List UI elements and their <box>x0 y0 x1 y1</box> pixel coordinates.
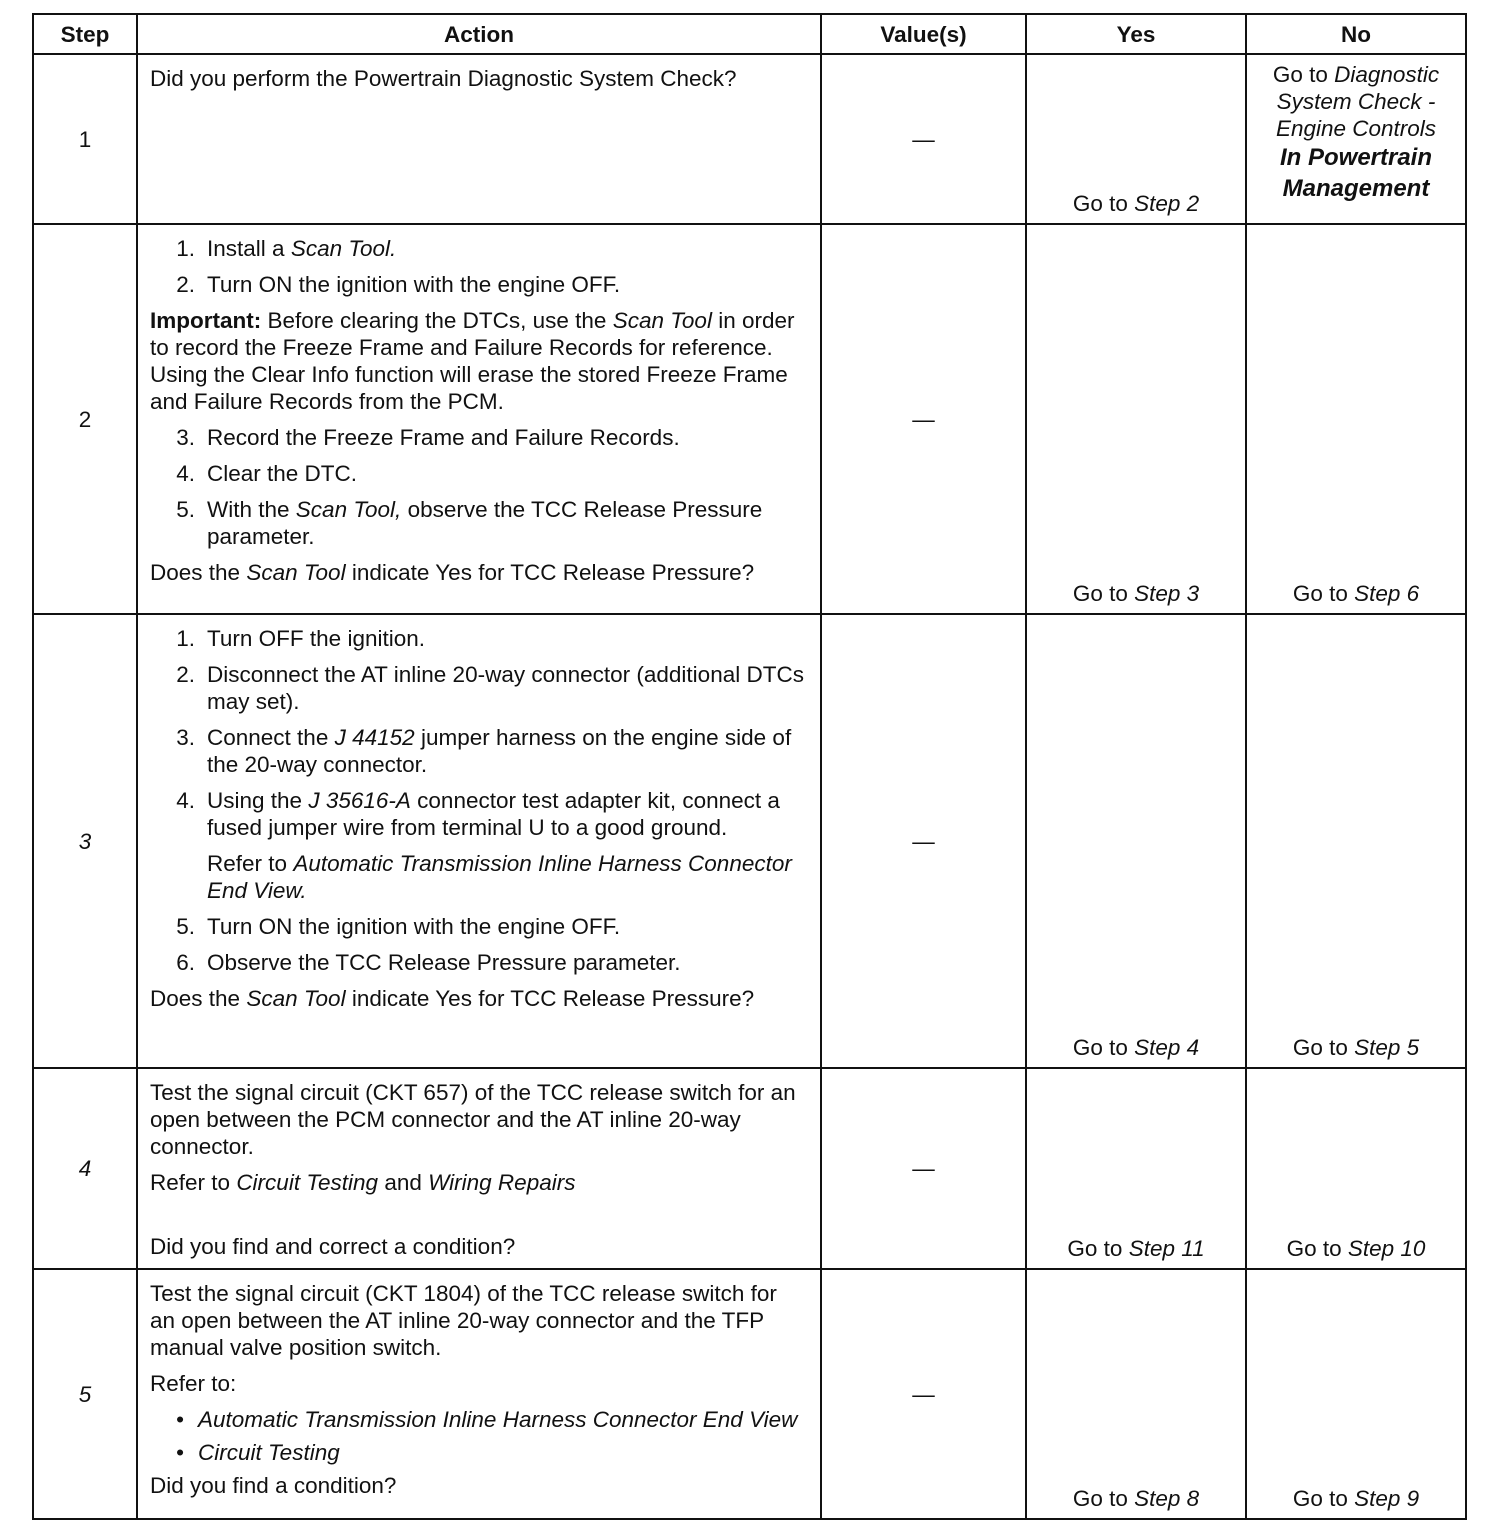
header-row <box>33 14 1466 54</box>
step-link[interactable]: Step 10 <box>1347 1236 1426 1261</box>
list-item: 4. Using the J 35616-A connector test adapter kit, connect a fused jumper wire from terminal U to a good ground. <box>176 788 780 840</box>
reference-note: Refer to Circuit Testing and Wiring Repairs <box>150 1170 576 1195</box>
value-cell: — <box>821 54 1026 224</box>
header-yes: Yes <box>1026 14 1246 54</box>
reference-note: Refer to: <box>150 1371 237 1396</box>
step-link[interactable]: Step 8 <box>1134 1486 1200 1511</box>
reference-link[interactable]: Circuit Testing <box>236 1170 379 1195</box>
yes-cell: Go to Step 11 <box>1026 1068 1246 1269</box>
value-cell: — <box>821 1068 1026 1269</box>
no-cell: Go to Diagnostic System Check - Engine Controls In Powertrain Management <box>1246 54 1466 224</box>
reference-link[interactable]: Diagnostic <box>1334 62 1440 87</box>
list-item: 1. Turn OFF the ignition. <box>176 626 426 651</box>
instruction-text: Test the signal circuit (CKT 1804) of the TCC release switch for an open between the AT inline 20-way connector and the TFP manual valve position switch. <box>150 1281 777 1360</box>
question-text: Does the Scan Tool indicate Yes for TCC Release Pressure? <box>150 560 755 585</box>
list-item: 3. Record the Freeze Frame and Failure Records. <box>176 425 680 450</box>
table-row <box>33 614 1466 1068</box>
step-number: 5 <box>33 1269 137 1519</box>
step-link[interactable]: Step 6 <box>1354 581 1420 606</box>
header-no: No <box>1246 14 1466 54</box>
no-cell: Go to Step 5 <box>1246 614 1466 1068</box>
step-link[interactable]: Step 11 <box>1128 1236 1205 1261</box>
reference-link[interactable]: Automatic Transmission Inline Harness Connector End View <box>198 1407 798 1432</box>
list-item: 5. With the Scan Tool, observe the TCC Release Pressure parameter. <box>176 497 763 549</box>
table-row <box>33 1068 1466 1269</box>
question-text: Did you find and correct a condition? <box>150 1234 516 1259</box>
reference-note: Refer to Automatic Transmission Inline Harness Connector End View. <box>207 851 792 903</box>
list-item: 5. Turn ON the ignition with the engine OFF. <box>176 914 621 939</box>
question-text: Does the Scan Tool indicate Yes for TCC Release Pressure? <box>150 986 755 1011</box>
list-item: 2. Disconnect the AT inline 20-way connector (additional DTCs may set). <box>176 662 804 714</box>
instruction-text: Test the signal circuit (CKT 657) of the TCC release switch for an open between the PCM connector and the AT inline 20-way connector. <box>150 1080 796 1159</box>
header-action: Action <box>137 14 821 54</box>
table-row <box>33 1269 1466 1519</box>
yes-cell: Go to Step 8 <box>1026 1269 1246 1519</box>
important-note: Important: Before clearing the DTCs, use the Scan Tool in order to record the Freeze Frame and Failure Records for reference. Using the Clear Info function will erase the stored Freeze Frame and Failure Records from the PCM. <box>150 308 795 414</box>
step-link[interactable]: Step 2 <box>1134 191 1200 216</box>
value-cell: — <box>821 614 1026 1068</box>
action-cell <box>137 1269 821 1519</box>
table-row <box>33 54 1466 224</box>
question-text: Did you perform the Powertrain Diagnostic System Check? <box>150 66 737 91</box>
action-cell <box>137 614 821 1068</box>
header-values: Value(s) <box>821 14 1026 54</box>
action-cell <box>137 224 821 614</box>
step-link[interactable]: Step 5 <box>1354 1035 1420 1060</box>
header-step: Step <box>33 14 137 54</box>
list-item: 4. Clear the DTC. <box>176 461 358 486</box>
step-link[interactable]: Step 9 <box>1354 1486 1420 1511</box>
step-link[interactable]: Step 3 <box>1134 581 1200 606</box>
step-number: 2 <box>33 224 137 614</box>
step-number: 3 <box>33 614 137 1068</box>
list-item: 3. Connect the J 44152 jumper harness on the engine side of the 20-way connector. <box>176 725 792 777</box>
list-item: 2. Turn ON the ignition with the engine OFF. <box>176 272 621 297</box>
yes-cell: Go to Step 3 <box>1026 224 1246 614</box>
list-item: • Automatic Transmission Inline Harness Connector End View <box>150 1406 808 1433</box>
no-cell: Go to Step 9 <box>1246 1269 1466 1519</box>
action-cell <box>137 54 821 224</box>
value-cell: — <box>821 224 1026 614</box>
list-item: • Circuit Testing <box>150 1439 808 1466</box>
question-text: Did you find a condition? <box>150 1473 397 1498</box>
step-link[interactable]: Step 4 <box>1134 1035 1200 1060</box>
yes-cell: Go to Step 2 <box>1026 54 1246 224</box>
value-cell: — <box>821 1269 1026 1519</box>
no-cell: Go to Step 6 <box>1246 224 1466 614</box>
action-cell <box>137 1068 821 1269</box>
reference-link[interactable]: Circuit Testing <box>198 1440 340 1465</box>
no-cell: Go to Step 10 <box>1246 1068 1466 1269</box>
list-item: 1. Install a Scan Tool. <box>176 236 397 261</box>
reference-link[interactable]: Automatic Transmission Inline Harness Connector End View. <box>207 851 792 903</box>
list-item: 6. Observe the TCC Release Pressure parameter. <box>176 950 681 975</box>
diagnostic-table <box>32 13 1467 1520</box>
reference-link[interactable]: Wiring Repairs <box>428 1170 576 1195</box>
step-number: 1 <box>33 54 137 224</box>
yes-cell: Go to Step 4 <box>1026 614 1246 1068</box>
table-row <box>33 224 1466 614</box>
step-number: 4 <box>33 1068 137 1269</box>
